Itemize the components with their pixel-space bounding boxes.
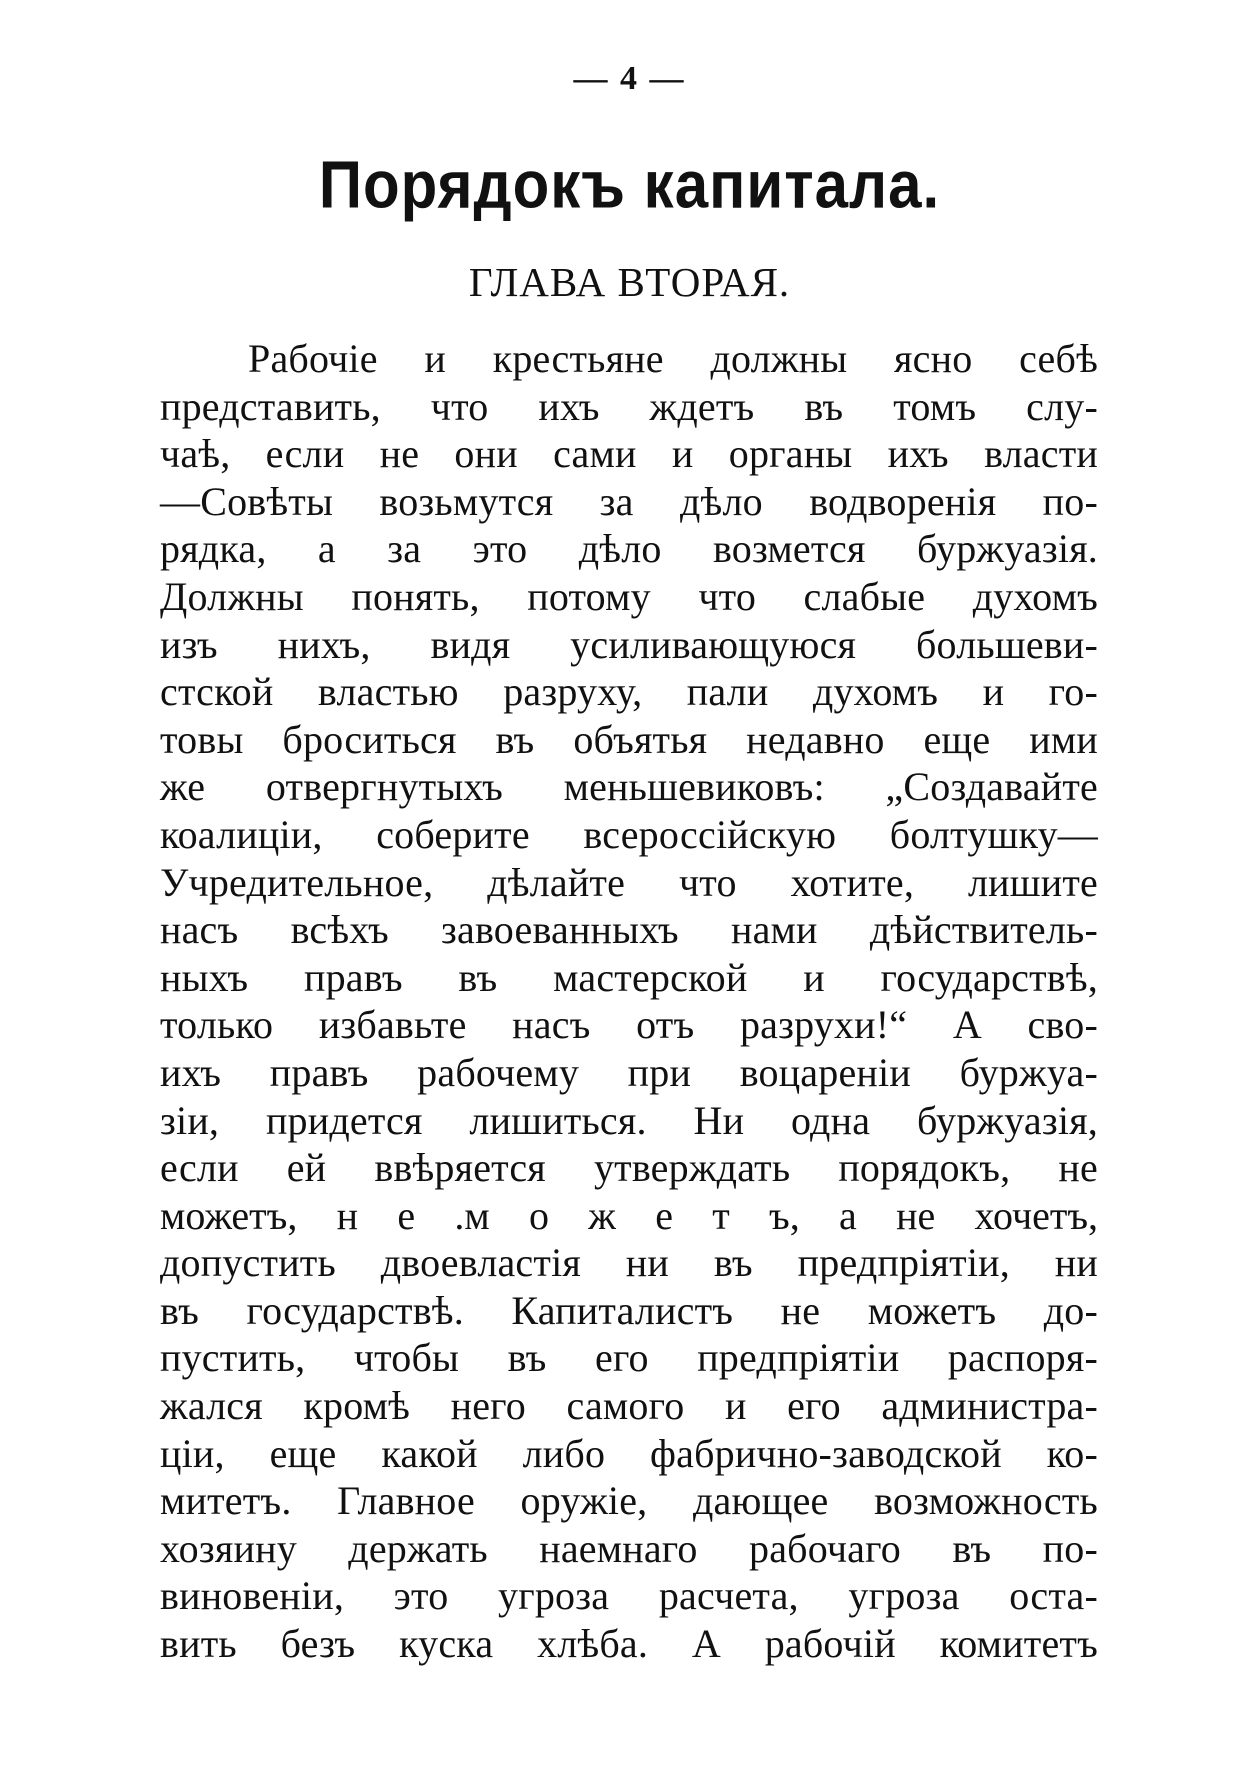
text-line: ціи, еще какой либо фабрично-заводской ко- <box>160 1430 1098 1476</box>
text-line: зіи, придется лишиться. Ни одна буржуазія, <box>160 1097 1098 1143</box>
text-line: Должны понять, потому что слабые духомъ <box>160 573 1098 619</box>
text-line: чаѣ, если не они сами и органы ихъ власти <box>160 431 1098 477</box>
text-line: стской властью разруху, пали духомъ и го- <box>160 669 1098 715</box>
text-line: товы броситься въ объятья недавно еще ими <box>160 716 1098 762</box>
text-line: только избавьте насъ отъ разрухи!“ А сво- <box>160 1002 1098 1048</box>
text-line: ихъ правъ рабочему при воцареніи буржуа- <box>160 1049 1098 1095</box>
text-line: Учредительное, дѣлайте что хотите, лишите <box>160 859 1098 905</box>
text-line: пустить, чтобы въ его предпріятіи распоря- <box>160 1335 1098 1381</box>
text-line: хозяину держать наемнаго рабочаго въ по- <box>160 1525 1098 1571</box>
page-title: Порядокъ капитала. <box>318 147 941 223</box>
text-line: вить безъ куска хлѣба. А рабочій комитетъ <box>160 1621 1098 1667</box>
text-line: митетъ. Главное оружіе, дающее возможность <box>160 1478 1098 1524</box>
text-line: жался кромѣ него самого и его администра- <box>160 1383 1098 1429</box>
text-line: представить, что ихъ ждетъ въ томъ слу- <box>160 383 1098 429</box>
text-line: Рабочіе и крестьяне должны ясно себѣ <box>248 336 1098 381</box>
text-line: насъ всѣхъ завоеванныхъ нами дѣйствитель- <box>160 907 1098 953</box>
text-line: —Совѣты возьмутся за дѣло водворенія по- <box>160 478 1098 524</box>
body-text <box>160 335 1098 1668</box>
text-line: ныхъ правъ въ мастерской и государствѣ, <box>160 954 1098 1000</box>
text-line: виновеніи, это угроза расчета, угроза оста- <box>160 1573 1098 1619</box>
text-line: допустить двоевластія ни въ предпріятіи, ни <box>160 1240 1098 1286</box>
chapter-heading: ГЛАВА ВТОРАЯ. <box>468 259 791 305</box>
text-line: въ государствѣ. Капиталистъ не можетъ до- <box>160 1287 1098 1333</box>
text-line: рядка, а за это дѣло возмется буржуазія. <box>160 526 1098 572</box>
text-line: коалиціи, соберите всероссійскую болтушку— <box>160 811 1098 857</box>
text-line: изъ нихъ, видя усиливающуюся большеви- <box>160 621 1098 667</box>
text-line: же отвергнутыхъ меньшевиковъ: „Создавайте <box>160 764 1098 810</box>
text-line: можетъ, н е .м о ж е т ъ, а не хочетъ, <box>160 1192 1098 1238</box>
text-line: если ей ввѣряется утверждать порядокъ, не <box>160 1145 1098 1191</box>
page-number: — 4 — <box>573 60 686 97</box>
